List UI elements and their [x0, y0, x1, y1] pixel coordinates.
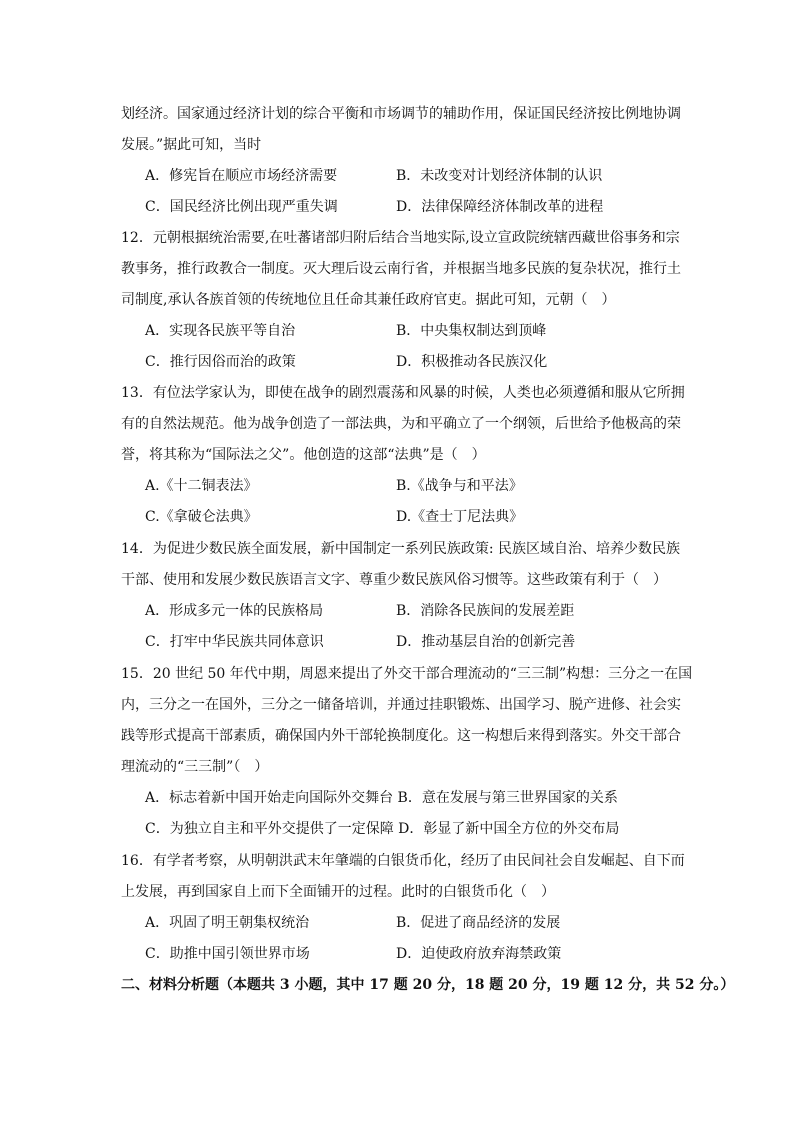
q11-option-b: B．未改变对计划经济体制的认识: [396, 168, 603, 184]
q12-option-d: D．积极推动各民族汉化: [396, 354, 548, 370]
q15-text-line-4: 理流动的“三三制”（ ）: [121, 759, 269, 775]
q11-option-d: D．法律保障经济体制改革的进程: [396, 199, 604, 215]
q15-options-c-d: C．为独立自主和平外交提供了一定保障 D．彰显了新中国全方位的外交布局: [145, 821, 620, 837]
q12-text-line-1: 12．元朝根据统治需要,在吐蕃诸部归附后结合当地实际,设立宣政院统辖西藏世俗事务和宗: [121, 230, 680, 246]
q14-text-line-2: 干部、使用和发展少数民族语言文字、尊重少数民族风俗习惯等。这些政策有利于（ ）: [121, 572, 667, 588]
q11-option-c: C．国民经济比例出现严重失调: [145, 199, 338, 215]
q16-text-line-2: 上发展，再到国家自上而下全面铺开的过程。此时的白银货币化（ ）: [121, 884, 555, 900]
section-2-title: 二、材料分析题（本题共 3 小题，其中 17 题 20 分，18 题 20 分，19 题 12 分，共 52 分。）: [121, 977, 735, 993]
q15-options-a-b: A．标志着新中国开始走向国际外交舞台 B．意在发展与第三世界国家的关系: [145, 790, 618, 806]
q16-option-b: B．促进了商品经济的发展: [396, 915, 561, 931]
q13-text-line-3: 誉，将其称为“国际法之父”。他创造的这部“法典”是（ ）: [121, 447, 486, 463]
q14-option-b: B．消除各民族间的发展差距: [396, 603, 575, 619]
q12-text-line-3: 司制度,承认各族首领的传统地位且任命其兼任政府官吏。据此可知，元朝（ ）: [121, 292, 616, 308]
q13-option-a: A.《十二铜表法》: [145, 478, 258, 494]
q13-text-line-2: 有的自然法规范。他为战争创造了一部法典，为和平确立了一个纲领，后世给予他极高的荣: [121, 416, 681, 432]
q13-text-line-1: 13．有位法学家认为，即使在战争的剧烈震荡和风暴的时候，人类也必须遵循和服从它所拥: [121, 385, 685, 401]
q12-option-a: A．实现各民族平等自治: [145, 323, 296, 339]
q14-option-d: D．推动基层自治的创新完善: [396, 634, 576, 650]
q13-option-b: B.《战争与和平法》: [396, 478, 523, 494]
q16-option-a: A．巩固了明王朝集权统治: [145, 915, 310, 931]
q11-text-line-2: 发展。”据此可知，当时: [121, 137, 262, 153]
q14-option-c: C．打牢中华民族共同体意识: [145, 634, 324, 650]
q13-option-d: D.《查士丁尼法典》: [396, 509, 524, 525]
q13-option-c: C.《拿破仑法典》: [145, 509, 258, 525]
q16-text-line-1: 16．有学者考察，从明朝洪武末年肇端的白银货币化，经历了由民间社会自发崛起、自下而: [121, 853, 685, 869]
q15-text-line-3: 践等形式提高干部素质，确保国内外干部轮换制度化。这一构想后来得到落实。外交干部合: [121, 728, 681, 744]
q14-option-a: A．形成多元一体的民族格局: [145, 603, 324, 619]
q11-option-a: A．修宪旨在顺应市场经济需要: [145, 168, 338, 184]
q12-option-b: B．中央集权制达到顶峰: [396, 323, 547, 339]
q12-option-c: C．推行因俗而治的政策: [145, 354, 296, 370]
q12-text-line-2: 教事务，推行政教合一制度。灭大理后设云南行省，并根据当地多民族的复杂状况，推行土: [121, 261, 681, 277]
q11-text-line-1: 划经济。国家通过经济计划的综合平衡和市场调节的辅助作用，保证国民经济按比例地协调: [121, 106, 681, 122]
q15-text-line-2: 内，三分之一在国外，三分之一储备培训，并通过挂职锻炼、出国学习、脱产进修、社会实: [121, 697, 681, 713]
q16-option-d: D．迫使政府放弃海禁政策: [396, 946, 562, 962]
q16-option-c: C．助推中国引领世界市场: [145, 946, 310, 962]
q14-text-line-1: 14．为促进少数民族全面发展，新中国制定一系列民族政策: 民族区域自治、培养少数民族: [121, 541, 680, 557]
q15-text-line-1: 15．20 世纪 50 年代中期，周恩来提出了外交干部合理流动的“三三制”构想：三分之一在国: [121, 666, 693, 682]
